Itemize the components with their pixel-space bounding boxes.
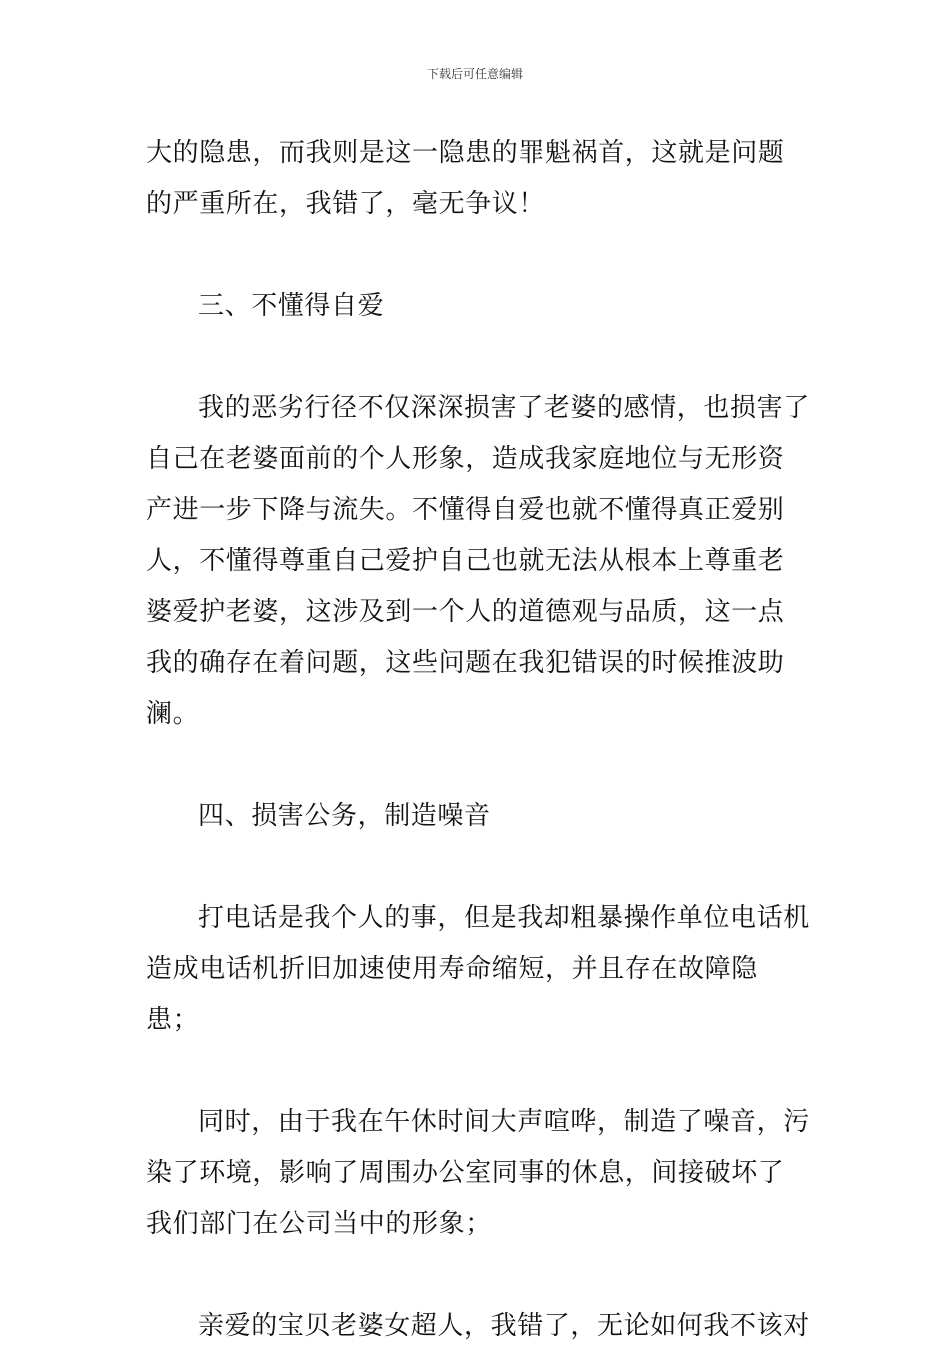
paragraph-closing: 亲爱的宝贝老婆女超人，我错了，无论如何我不该对 [198,1311,810,1341]
paragraph-gap [146,842,810,893]
section-heading-4: 四、损害公务，制造噪音 [198,801,491,831]
paragraph-phone: 打电话是我个人的事，但是我却粗暴操作单位电话机造成电话机折旧加速使用寿命缩短，并且存在故障隐患； [146,903,810,1035]
paragraph-gap [146,740,810,791]
paragraph-self-love: 我的恶劣行径不仅深深损害了老婆的感情，也损害了自己在老婆面前的个人形象，造成我家庭地位与无形资产进一步下降与流失。不懂得自爱也就不懂得真正爱别人，不懂得尊重自己爱护自己也就无法从根本上尊重老婆爱护老婆，这涉及到一个人的道德观与品质，这一点我的确存在着问题，这些问题在我犯错误的时候推波助澜。 [146,393,810,729]
paragraph-noise: 同时，由于我在午休时间大声喧哗，制造了噪音，污染了环境，影响了周围办公室同事的休息，间接破坏了我们部门在公司当中的形象； [146,1107,810,1239]
page-header: 下载后可任意编辑 [426,67,523,81]
paragraph-gap [146,1250,810,1301]
paragraph-gap [146,1046,810,1097]
document-body [146,128,810,1352]
paragraph-gap [146,332,810,383]
paragraph-gap [146,230,810,281]
section-heading-3: 三、不懂得自爱 [198,291,385,321]
paragraph-continued: 大的隐患，而我则是这一隐患的罪魁祸首，这就是问题的严重所在，我错了，毫无争议！ [146,138,785,219]
